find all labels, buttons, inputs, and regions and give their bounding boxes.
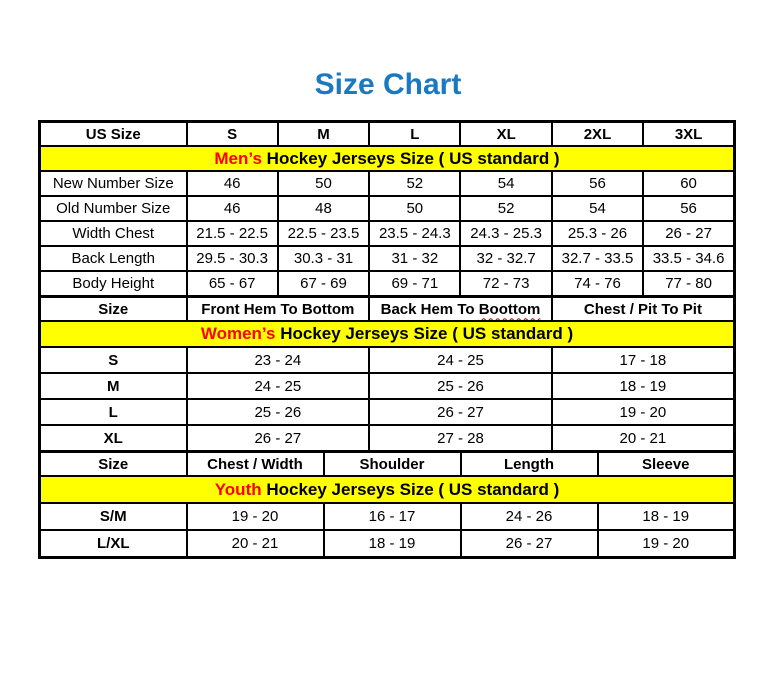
size-value-cell: 25 - 26 <box>187 399 370 425</box>
size-value-cell: 33.5 - 34.6 <box>643 246 734 271</box>
womens-banner-row <box>40 321 735 347</box>
row-label: M <box>40 373 187 399</box>
size-value-cell: 24 - 25 <box>187 373 370 399</box>
size-value-cell: 32.7 - 33.5 <box>552 246 643 271</box>
column-header: US Size <box>40 122 187 147</box>
row-label: Back Length <box>40 246 187 271</box>
size-value-cell: 24 - 26 <box>461 503 598 530</box>
row-label: L/XL <box>40 530 187 558</box>
size-value-cell: 19 - 20 <box>552 399 735 425</box>
size-value-cell: 25 - 26 <box>369 373 552 399</box>
column-header: 3XL <box>643 122 734 147</box>
mens-banner-row <box>40 146 735 171</box>
column-header: L <box>369 122 460 147</box>
size-tables-container <box>38 120 736 559</box>
size-value-cell: 56 <box>552 171 643 196</box>
size-value-cell: 30.3 - 31 <box>278 246 369 271</box>
size-value-cell: 17 - 18 <box>552 347 735 373</box>
womens-table-banner <box>40 321 735 347</box>
size-value-cell: 27 - 28 <box>369 425 552 452</box>
mens-banner-accent: Men’s <box>214 148 262 168</box>
size-value-cell: 23.5 - 24.3 <box>369 221 460 246</box>
row-label: Width Chest <box>40 221 187 246</box>
youth-column-header-row <box>40 452 735 477</box>
column-header: Chest / Pit To Pit <box>552 297 735 322</box>
size-value-cell: 65 - 67 <box>187 271 278 297</box>
row-label: S/M <box>40 503 187 530</box>
table-row <box>40 171 735 196</box>
size-value-cell: 20 - 21 <box>552 425 735 452</box>
table-row <box>40 425 735 452</box>
table-row <box>40 271 735 297</box>
womens-size-table <box>38 295 736 453</box>
youth-size-table <box>38 450 736 559</box>
table-row <box>40 503 735 530</box>
youth-banner-accent: Youth <box>214 479 262 499</box>
size-value-cell: 32 - 32.7 <box>460 246 551 271</box>
youth-banner-text: Hockey Jerseys Size ( US standard ) <box>266 479 560 499</box>
column-header: Size <box>40 297 187 322</box>
column-header: Size <box>40 452 187 477</box>
size-value-cell: 22.5 - 23.5 <box>278 221 369 246</box>
size-value-cell: 74 - 76 <box>552 271 643 297</box>
size-value-cell: 26 - 27 <box>187 425 370 452</box>
size-value-cell: 26 - 27 <box>369 399 552 425</box>
size-value-cell: 25.3 - 26 <box>552 221 643 246</box>
size-value-cell: 60 <box>643 171 734 196</box>
row-label: S <box>40 347 187 373</box>
column-header: Sleeve <box>598 452 735 477</box>
column-header: XL <box>460 122 551 147</box>
size-value-cell: 29.5 - 30.3 <box>187 246 278 271</box>
row-label: XL <box>40 425 187 452</box>
youth-table-banner <box>40 476 735 503</box>
mens-table-banner <box>40 146 735 171</box>
column-header: Front Hem To Bottom <box>187 297 370 322</box>
row-label: Old Number Size <box>40 196 187 221</box>
size-value-cell: 69 - 71 <box>369 271 460 297</box>
size-value-cell: 18 - 19 <box>598 503 735 530</box>
size-value-cell: 72 - 73 <box>460 271 551 297</box>
size-value-cell: 56 <box>643 196 734 221</box>
size-value-cell: 23 - 24 <box>187 347 370 373</box>
size-value-cell: 46 <box>187 196 278 221</box>
column-header: Length <box>461 452 598 477</box>
row-label: Body Height <box>40 271 187 297</box>
size-value-cell: 26 - 27 <box>643 221 734 246</box>
table-row <box>40 221 735 246</box>
table-row <box>40 530 735 558</box>
womens-banner-text: Hockey Jerseys Size ( US standard ) <box>280 324 574 343</box>
size-value-cell: 18 - 19 <box>324 530 461 558</box>
size-value-cell: 26 - 27 <box>461 530 598 558</box>
table-row <box>40 399 735 425</box>
size-value-cell: 67 - 69 <box>278 271 369 297</box>
column-header: Chest / Width <box>187 452 324 477</box>
table-row <box>40 373 735 399</box>
mens-banner-text: Hockey Jerseys Size ( US standard ) <box>266 148 560 168</box>
table-row <box>40 347 735 373</box>
column-header: 2XL <box>552 122 643 147</box>
size-value-cell: 19 - 20 <box>187 503 324 530</box>
size-value-cell: 48 <box>278 196 369 221</box>
size-value-cell: 50 <box>278 171 369 196</box>
size-value-cell: 16 - 17 <box>324 503 461 530</box>
size-value-cell: 46 <box>187 171 278 196</box>
row-label: New Number Size <box>40 171 187 196</box>
misspelled-word: Boottom <box>478 300 541 318</box>
size-value-cell: 54 <box>460 171 551 196</box>
size-value-cell: 19 - 20 <box>598 530 735 558</box>
table-row <box>40 246 735 271</box>
mens-size-table <box>38 120 736 298</box>
column-header: Shoulder <box>324 452 461 477</box>
size-value-cell: 52 <box>460 196 551 221</box>
size-value-cell: 52 <box>369 171 460 196</box>
womens-column-header-row <box>40 297 735 322</box>
page-title: Size Chart <box>314 68 462 101</box>
column-header: M <box>278 122 369 147</box>
row-label: L <box>40 399 187 425</box>
size-value-cell: 24 - 25 <box>369 347 552 373</box>
column-header: Back Hem To Boottom <box>369 297 552 322</box>
size-value-cell: 18 - 19 <box>552 373 735 399</box>
womens-banner-accent: Women’s <box>200 324 276 343</box>
size-value-cell: 31 - 32 <box>369 246 460 271</box>
size-value-cell: 77 - 80 <box>643 271 734 297</box>
size-value-cell: 54 <box>552 196 643 221</box>
size-value-cell: 24.3 - 25.3 <box>460 221 551 246</box>
mens-column-header-row <box>40 122 735 147</box>
column-header: S <box>187 122 278 147</box>
youth-banner-row <box>40 476 735 503</box>
size-value-cell: 50 <box>369 196 460 221</box>
size-value-cell: 20 - 21 <box>187 530 324 558</box>
size-value-cell: 21.5 - 22.5 <box>187 221 278 246</box>
table-row <box>40 196 735 221</box>
